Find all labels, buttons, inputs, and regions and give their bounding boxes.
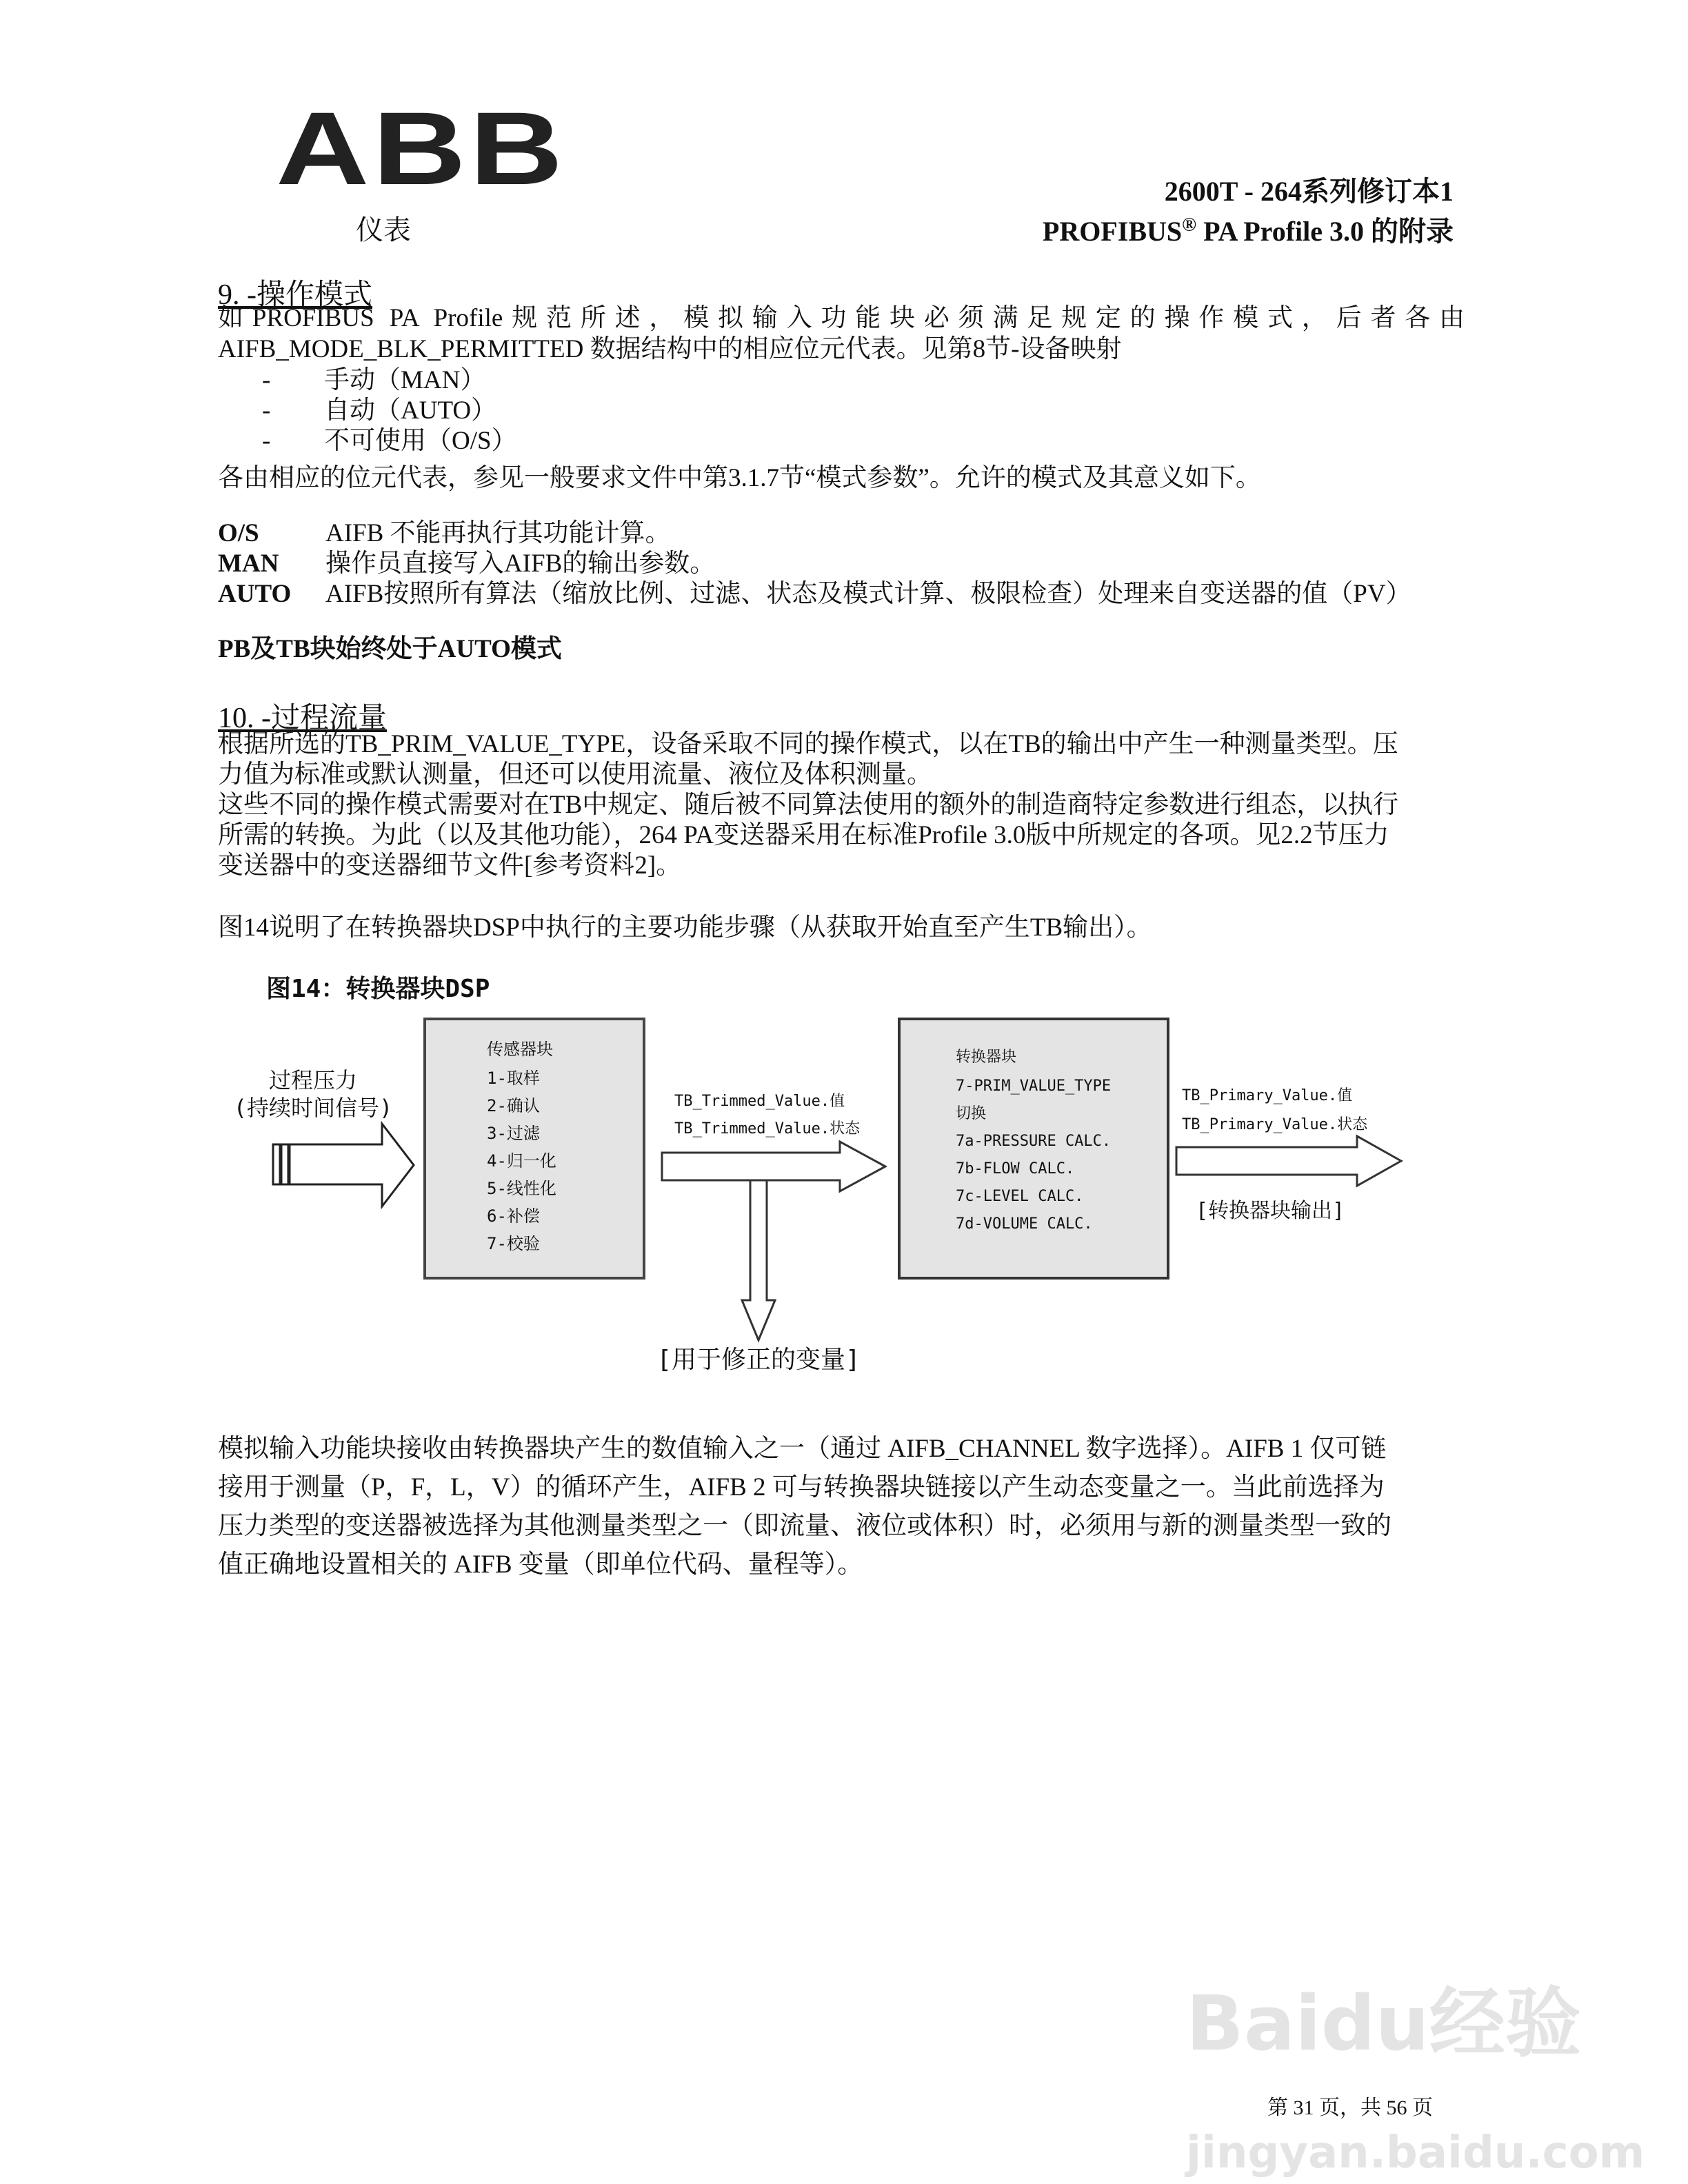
sensor-step: 7-校验 [487, 1234, 540, 1253]
subtitle-post: PA Profile 3.0 的附录 [1196, 216, 1454, 247]
bullet-text: 手动（MAN） [324, 366, 486, 394]
subtitle-pre: PROFIBUS [1042, 216, 1183, 247]
input-label-1: 过程压力 [268, 1067, 358, 1093]
body-line: 压力类型的变送器被选择为其他测量类型之一（即流量、液位或体积）时，必须用与新的测量类型一致的 [218, 1512, 1391, 1540]
figure-intro: 图14说明了在转换器块DSP中执行的主要功能步骤（从获取开始直至产生TB输出）。 [218, 913, 1152, 942]
mode-desc: AIFB按照所有算法（缩放比例、过滤、状态及模式计算、极限检查）处理来自变送器的值（PV） [325, 580, 1411, 608]
sensor-step: 1-取样 [487, 1069, 540, 1088]
mode-desc: AIFB 不能再执行其功能计算。 [325, 519, 671, 547]
bullet-mark: - [262, 396, 271, 425]
primary-status-label: TB_Primary_Value.状态 [1182, 1116, 1368, 1133]
transducer-step: 切换 [956, 1105, 987, 1122]
primary-value-label: TB_Primary_Value.值 [1182, 1087, 1353, 1104]
bullet-mark: - [262, 427, 271, 455]
input-arrow [273, 1124, 414, 1206]
body-line: 根据所选的TB_PRIM_VALUE_TYPE，设备采取不同的操作模式，以在TB的输出中产生一种测量类型。压 [218, 730, 1398, 758]
closing-paragraph [218, 1430, 1391, 1584]
registered-mark: ® [1182, 214, 1197, 236]
transducer-block-title: 转换器块 [956, 1049, 1017, 1066]
transducer-step: 7c-LEVEL CALC. [956, 1188, 1084, 1205]
output-label: [转换器块输出] [1196, 1199, 1345, 1223]
baidu-watermark-url: jingyan.baidu.com [1186, 2127, 1645, 2178]
body-line: 模拟输入功能块接收由转换器块产生的数值输入之一（通过 AIFB_CHANNEL 数字选择）。AIFB 1 仅可链 [218, 1435, 1387, 1463]
page-number: 第 31 页，共 56 页 [1267, 2096, 1433, 2119]
body-line: 力值为标准或默认测量，但还可以使用流量、液位及体积测量。 [218, 760, 932, 789]
transducer-step: 7-PRIM_VALUE_TYPE [956, 1078, 1112, 1095]
mode-term: AUTO [218, 580, 292, 608]
sensor-step: 5-线性化 [487, 1179, 556, 1198]
bullet-mark: - [262, 366, 271, 394]
abb-logo: ABB [276, 90, 567, 206]
section-9-para2: 各由相应的位元代表，参见一般要求文件中第3.1.7节“模式参数”。允许的模式及其意义如下。 [218, 464, 1261, 492]
doc-title: 2600T - 264系列修订本1 [1164, 176, 1454, 207]
sensor-step: 3-过滤 [487, 1124, 540, 1143]
section-9-para1-line1: 如PROFIBUS PA Profile规范所述，模拟输入功能块必须满足规定的操作模式，后者各由 [218, 304, 1465, 332]
body-line: 值正确地设置相关的 AIFB 变量（即单位代码、量程等）。 [218, 1550, 863, 1579]
transducer-step: 7a-PRESSURE CALC. [956, 1133, 1112, 1150]
transducer-step: 7b-FLOW CALC. [956, 1160, 1075, 1177]
trimmed-value-label: TB_Trimmed_Value.值 [674, 1093, 845, 1110]
body-line: 所需的转换。为此（以及其他功能），264 PA变送器采用在标准Profile 3.0版中所规定的各项。见2.2节压力 [218, 821, 1389, 849]
mode-desc: 操作员直接写入AIFB的输出参数。 [325, 549, 716, 578]
bullet-text: 自动（AUTO） [324, 396, 497, 425]
body-line: 这些不同的操作模式需要对在TB中规定、随后被不同算法使用的额外的制造商特定参数进行组态，以执行 [218, 791, 1399, 819]
trimmed-arrow [662, 1142, 885, 1340]
section-9-heading: 9. -操作模式 [218, 279, 372, 311]
section-9-para1-line2: AIFB_MODE_BLK_PERMITTED 数据结构中的相应位元代表。见第8节-设备映射 [218, 335, 1122, 363]
trimmed-status-label: TB_Trimmed_Value.状态 [674, 1120, 861, 1138]
baidu-watermark: Baidu经验 [1186, 1979, 1581, 2067]
logo-subtitle: 仪表 [356, 214, 411, 245]
body-line: 接用于测量（P，F，L，V）的循环产生，AIFB 2 可与转换器块链接以产生动态变量之一。当此前选择为 [218, 1473, 1385, 1502]
sensor-step: 2-确认 [487, 1096, 540, 1115]
auto-mode-note: PB及TB块始终处于AUTO模式 [218, 635, 562, 663]
sensor-step: 6-补偿 [487, 1206, 540, 1226]
sensor-step: 4-归一化 [487, 1151, 556, 1171]
sensor-block-title: 传感器块 [487, 1040, 553, 1059]
transducer-step: 7d-VOLUME CALC. [956, 1215, 1093, 1233]
mode-term: MAN [218, 549, 279, 578]
body-line: 变送器中的变送器细节文件[参考资料2]。 [218, 851, 682, 880]
section-10-heading: 10. -过程流量 [218, 702, 387, 734]
mode-term: O/S [218, 519, 259, 547]
figure-title: 图14：转换器块DSP [266, 975, 490, 1003]
correction-label: [用于修正的变量] [656, 1346, 861, 1374]
output-arrow [1176, 1136, 1401, 1186]
bullet-text: 不可使用（O/S） [324, 427, 517, 455]
input-label-2: (持续时间信号) [233, 1095, 393, 1121]
